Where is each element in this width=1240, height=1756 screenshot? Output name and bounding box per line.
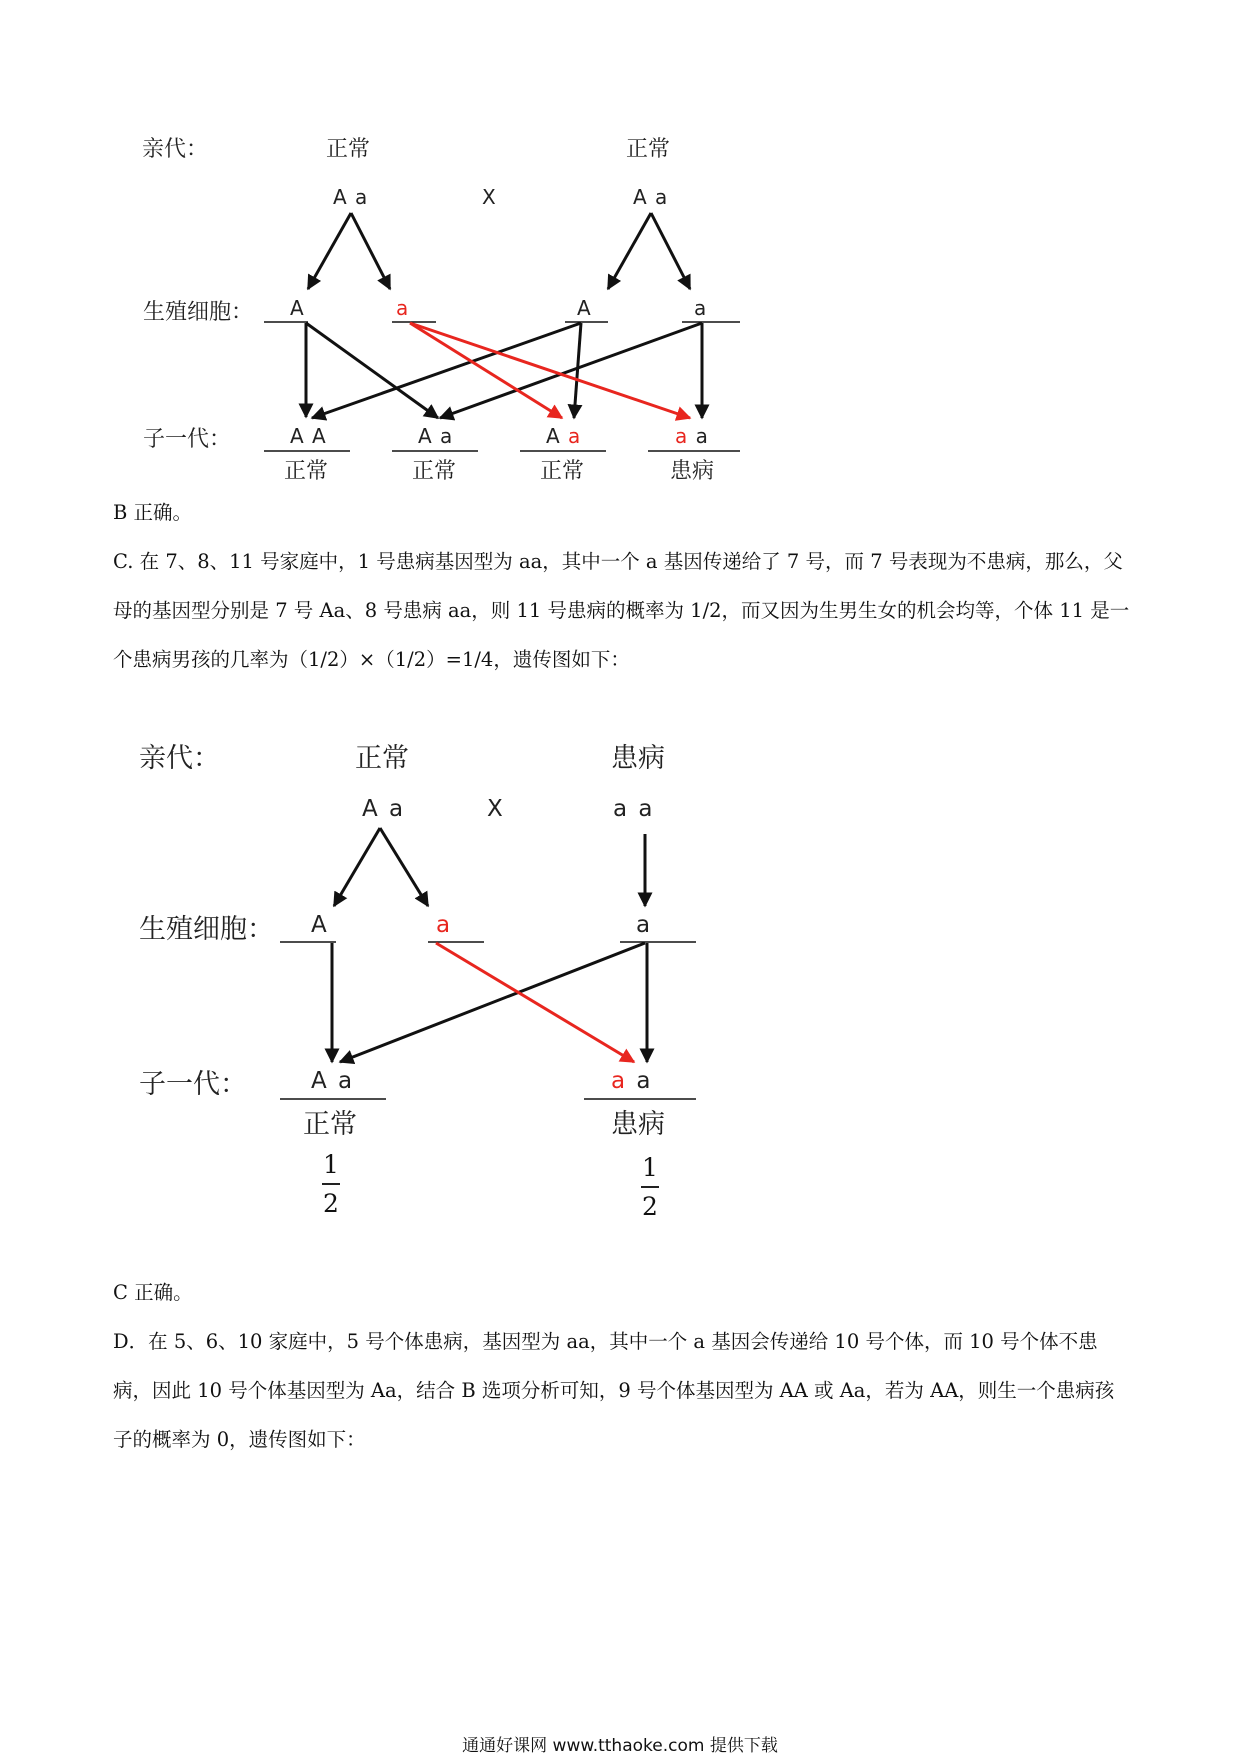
offspring2-1-genotype: A a [311, 1068, 355, 1094]
offspring-4-phenotype: 患病 [670, 459, 715, 484]
cross-symbol: X [482, 185, 497, 209]
parent-2-genotype-2: a a [613, 796, 655, 822]
b-correct-text: B 正确。 [113, 501, 193, 524]
probability-denominator: 2 [642, 1192, 658, 1221]
parent-1-genotype-2: A a [362, 796, 406, 822]
arrow2-p1-a [380, 828, 428, 906]
parent-1-phenotype-2: 正常 [355, 743, 409, 774]
offspring-1-phenotype: 正常 [284, 459, 329, 484]
offspring2-2-probability [635, 1153, 665, 1221]
parent-2-phenotype-2: 患病 [611, 743, 665, 774]
offspring2-1-phenotype: 正常 [303, 1109, 357, 1140]
parent-label-2: 亲代： [139, 743, 220, 774]
gamete2-2: a [436, 912, 453, 938]
arrow2-p1-A [334, 828, 380, 906]
probability-numerator: 1 [323, 1150, 339, 1179]
offspring2-2-phenotype: 患病 [611, 1109, 665, 1140]
parent-label: 亲代： [142, 137, 209, 162]
gamete-3: A [577, 296, 592, 320]
gamete-label-2: 生殖细胞： [139, 914, 274, 945]
gamete2-3: a [636, 912, 653, 938]
page-footer: 通通好课网 www.tthaoke.com 提供下载 [462, 1736, 778, 1756]
arrow2-ga-o1 [340, 943, 645, 1062]
parent-2-genotype: A a [633, 185, 669, 209]
fraction-bar [641, 1186, 659, 1188]
offspring-2-phenotype: 正常 [412, 459, 457, 484]
c-correct-text: C 正确。 [113, 1281, 193, 1304]
offspring-label: 子一代： [143, 427, 232, 452]
probability-numerator: 1 [642, 1153, 658, 1182]
parent-1-phenotype: 正常 [326, 137, 371, 162]
offspring-3-genotype: A a [546, 424, 582, 448]
cross-symbol-2: X [487, 796, 505, 822]
gamete-label: 生殖细胞： [143, 300, 254, 325]
parent-2-phenotype: 正常 [626, 137, 671, 162]
fraction-bar [322, 1183, 340, 1185]
parent-1-genotype: A a [333, 185, 369, 209]
d-paragraph: D．在 5、6、10 家庭中，5 号个体患病，基因型为 aa，其中一个 a 基因会传递给 10 号个体，而 10 号个体不患病，因此 10 号个体基因型为 Aa，结合 B 选项分析可知，9 号个体基因型为 AA 或 Aa，若为 AA，则生一个患病孩子的概率为 0，遗传图如下： [113, 1330, 1115, 1451]
offspring-1-genotype: A A [290, 424, 327, 448]
offspring2-1-probability [316, 1150, 346, 1218]
probability-denominator: 2 [323, 1189, 339, 1218]
arrow2-red [436, 943, 634, 1062]
gamete-1: A [290, 296, 305, 320]
offspring-label-2: 子一代： [139, 1069, 247, 1100]
gamete-2: a [396, 296, 410, 320]
gamete-4: a [694, 296, 708, 320]
gamete2-1: A [311, 912, 329, 938]
offspring-3-phenotype: 正常 [540, 459, 585, 484]
offspring-2-genotype: A a [418, 424, 454, 448]
offspring2-2-genotype: a a [611, 1068, 653, 1094]
c-paragraph: C. 在 7、8、11 号家庭中，1 号患病基因型为 aa，其中一个 a 基因传递给了 7 号，而 7 号表现为不患病，那么，父母的基因型分别是 7 号 Aa、8 号患病 aa，则 11 号患病的概率为 1/2，而又因为生男生女的机会均等，个体 11 是一个患病男孩的几率为（1/2）×（1/2）=1/4，遗传图如下： [113, 550, 1130, 671]
offspring-4-genotype: a a [675, 424, 709, 448]
